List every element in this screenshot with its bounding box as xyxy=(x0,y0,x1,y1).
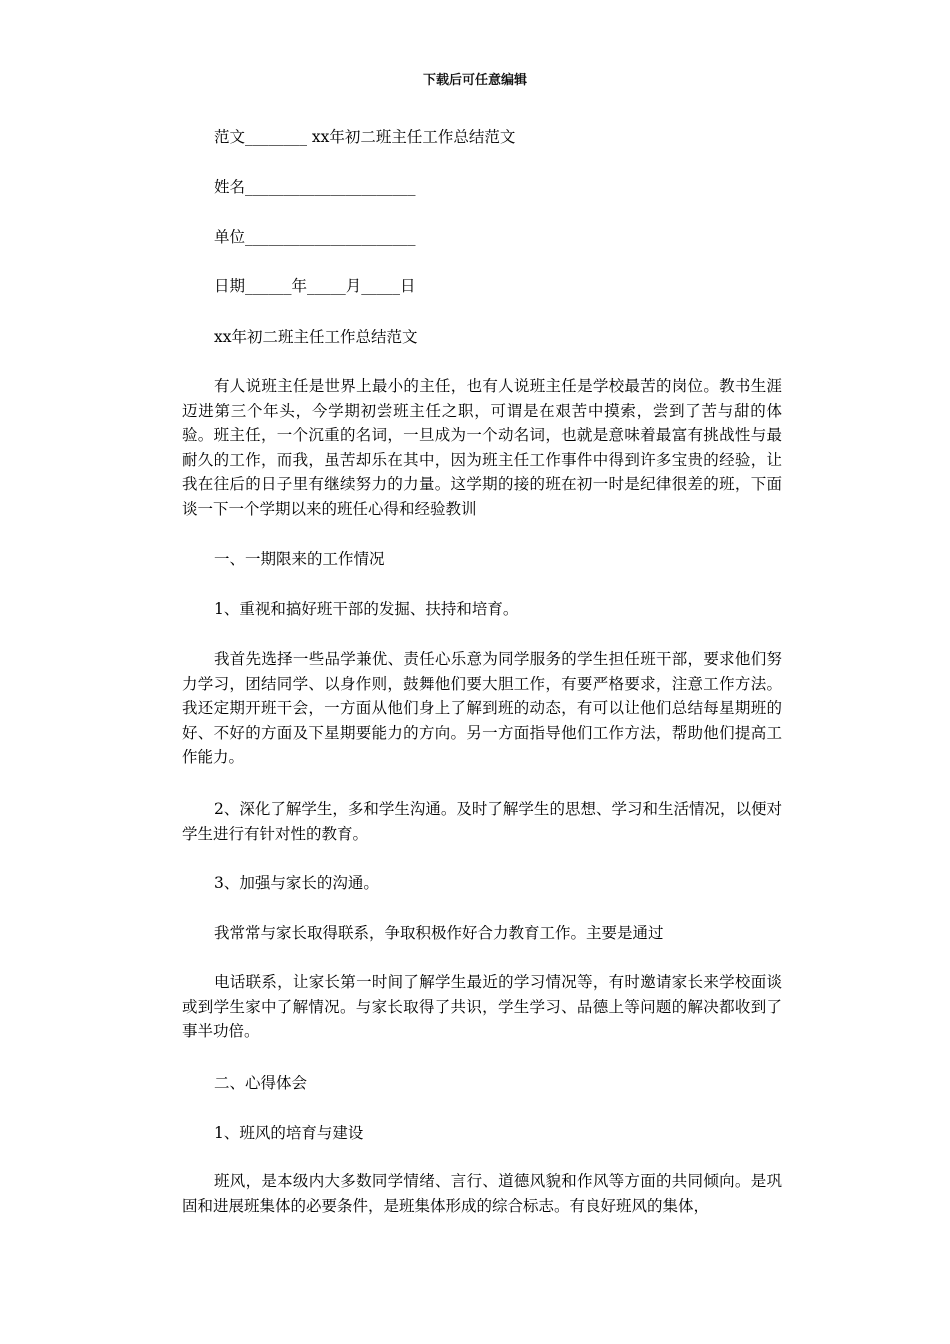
cover-date-line: 日期______年_____月_____日 xyxy=(214,277,416,295)
item-heading-3: 3、加强与家长的沟通。 xyxy=(214,874,379,892)
document-title: xx年初二班主任工作总结范文 xyxy=(214,328,418,346)
intro-paragraph: 有人说班主任是世界上最小的主任，也有人说班主任是学校最苦的岗位。教书生涯迈进第三个年头，今学期初尝班主任之职，可谓是在艰苦中摸索，尝到了苦与甜的体验。班主任，一个沉重的名词，一旦成为一个动名词，也就是意味着最富有挑战性与最耐久的工作，而我，虽苦却乐在其中，因为班主任工作事件中得到许多宝贵的经验，让我在往后的日子里有继续努力的力量。这学期的接的班在初一时是纪律很差的班，下面谈一下一个学期以来的班任心得和经验教训 xyxy=(182,377,782,518)
subsection-heading-banfeng: 1、班风的培育与建设 xyxy=(214,1124,364,1142)
section-heading-2: 二、心得体会 xyxy=(214,1074,308,1092)
cover-unit-line: 单位______________________ xyxy=(214,228,416,246)
item2-paragraph: 2、深化了解学生，多和学生沟通。及时了解学生的思想、学习和生活情况，以便对学生进行有针对性的教育。 xyxy=(182,800,782,843)
cover-title-line: 范文________ xx年初二班主任工作总结范文 xyxy=(214,128,516,146)
banfeng-paragraph: 班风，是本级内大多数同学情绪、言行、道德风貌和作风等方面的共同倾向。是巩固和进展班集体的必要条件，是班集体形成的综合标志。有良好班风的集体， xyxy=(182,1172,782,1215)
cover-name-line: 姓名______________________ xyxy=(214,178,416,196)
item3-paragraph-b: 电话联系，让家长第一时间了解学生最近的学习情况等，有时邀请家长来学校面谈或到学生家中了解情况。与家长取得了共识，学生学习、品德上等问题的解决都收到了事半功倍。 xyxy=(182,973,782,1040)
item1-paragraph: 我首先选择一些品学兼优、责任心乐意为同学服务的学生担任班干部，要求他们努力学习，团结同学、以身作则，鼓舞他们要大胆工作，有要严格要求，注意工作方法。我还定期开班干会，一方面从他们身上了解到班的动态，有可以让他们总结每星期班的好、不好的方面及下星期要能力的方向。另一方面指导他们工作方法，帮助他们提高工作能力。 xyxy=(182,650,782,766)
item-heading-1: 1、重视和搞好班干部的发掘、扶持和培育。 xyxy=(214,600,519,618)
page-header: 下载后可任意编辑 xyxy=(422,73,527,88)
item3-paragraph-a: 我常常与家长取得联系，争取积极作好合力教育工作。主要是通过 xyxy=(214,924,664,942)
section-heading-1: 一、一期限来的工作情况 xyxy=(214,550,385,568)
